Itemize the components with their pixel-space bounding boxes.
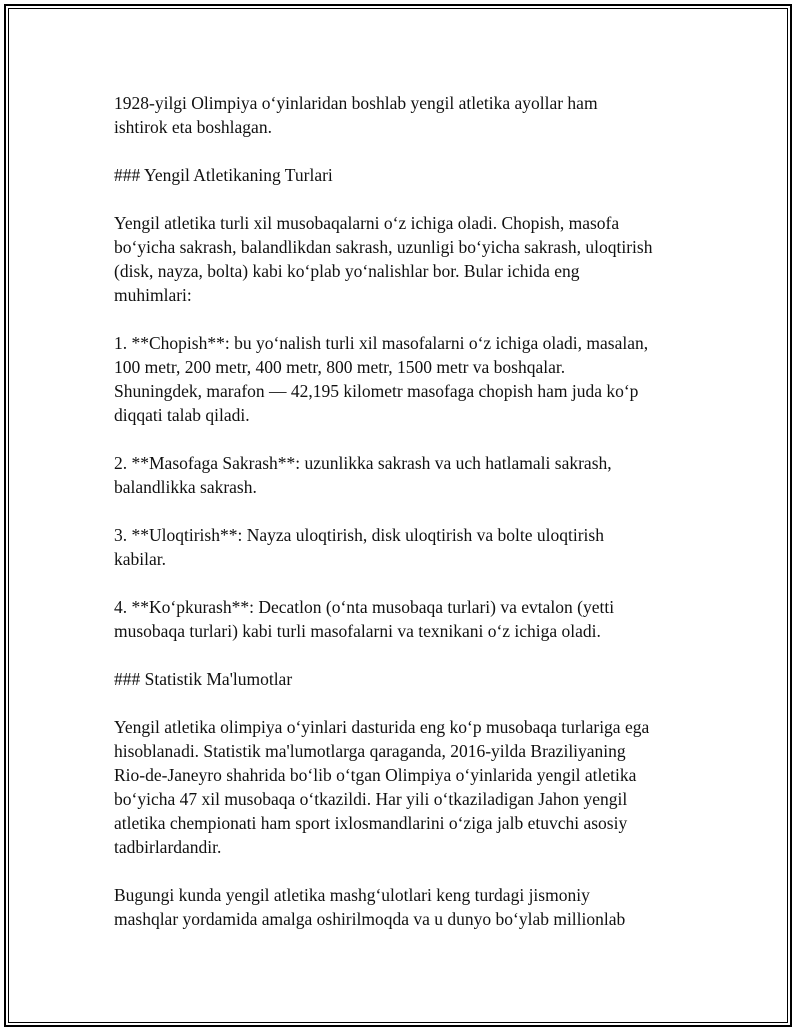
text-line: 1928-yilgi Olimpiya o‘yinlaridan boshlab yengil atletika ayollar ham <box>114 93 598 113</box>
paragraph <box>114 91 694 139</box>
text-line: musobaqa turlari) kabi turli masofalarni va texnikani o‘z ichiga oladi. <box>114 621 601 641</box>
text-line: muhimlari: <box>114 285 192 305</box>
text-line: 1. **Chopish**: bu yo‘nalish turli xil masofalarni o‘z ichiga oladi, masalan, <box>114 333 649 353</box>
text-line: Rio-de-Janeyro shahrida bo‘lib o‘tgan Olimpiya o‘yinlarida yengil atletika <box>114 765 637 785</box>
text-line: bo‘yicha 47 xil musobaqa o‘tkazildi. Har yili o‘tkaziladigan Jahon yengil <box>114 789 628 809</box>
text-line: (disk, nayza, bolta) kabi ko‘plab yo‘nalishlar bor. Bular ichida eng <box>114 261 580 281</box>
document-body <box>114 91 694 955</box>
list-item <box>114 595 694 643</box>
text-line: 4. **Ko‘pkurash**: Decatlon (o‘nta musobaqa turlari) va evtalon (yetti <box>114 597 615 617</box>
text-line: 3. **Uloqtirish**: Nayza uloqtirish, disk uloqtirish va bolte uloqtirish <box>114 525 604 545</box>
paragraph <box>114 211 694 307</box>
text-line: balandlikka sakrash. <box>114 477 257 497</box>
text-line: kabilar. <box>114 549 166 569</box>
text-line: Bugungi kunda yengil atletika mashg‘ulotlari keng turdagi jismoniy <box>114 885 590 905</box>
text-line: ### Yengil Atletikaning Turlari <box>114 165 333 185</box>
text-line: Yengil atletika olimpiya o‘yinlari dasturida eng ko‘p musobaqa turlariga ega <box>114 717 650 737</box>
section-heading <box>114 667 694 691</box>
section-heading <box>114 163 694 187</box>
list-item <box>114 331 694 427</box>
text-line: Yengil atletika turli xil musobaqalarni o‘z ichiga oladi. Chopish, masofa <box>114 213 620 233</box>
text-line: Shuningdek, marafon — 42,195 kilometr masofaga chopish ham juda ko‘p <box>114 381 639 401</box>
paragraph <box>114 715 694 859</box>
list-item <box>114 451 694 499</box>
text-line: 2. **Masofaga Sakrash**: uzunlikka sakrash va uch hatlamali sakrash, <box>114 453 612 473</box>
text-line: 100 metr, 200 metr, 400 metr, 800 metr, 1500 metr va boshqalar. <box>114 357 566 377</box>
text-line: ishtirok eta boshlagan. <box>114 117 272 137</box>
text-line: ### Statistik Ma'lumotlar <box>114 669 293 689</box>
paragraph <box>114 883 694 931</box>
text-line: mashqlar yordamida amalga oshirilmoqda va u dunyo bo‘ylab millionlab <box>114 909 626 929</box>
text-line: atletika chempionati ham sport ixlosmandlarini o‘ziga jalb etuvchi asosiy <box>114 813 628 833</box>
text-line: diqqati talab qiladi. <box>114 405 250 425</box>
text-line: bo‘yicha sakrash, balandlikdan sakrash, uzunligi bo‘yicha sakrash, uloqtirish <box>114 237 653 257</box>
text-line: tadbirlardandir. <box>114 837 222 857</box>
list-item <box>114 523 694 571</box>
text-line: hisoblanadi. Statistik ma'lumotlarga qaraganda, 2016-yilda Braziliyaning <box>114 741 626 761</box>
